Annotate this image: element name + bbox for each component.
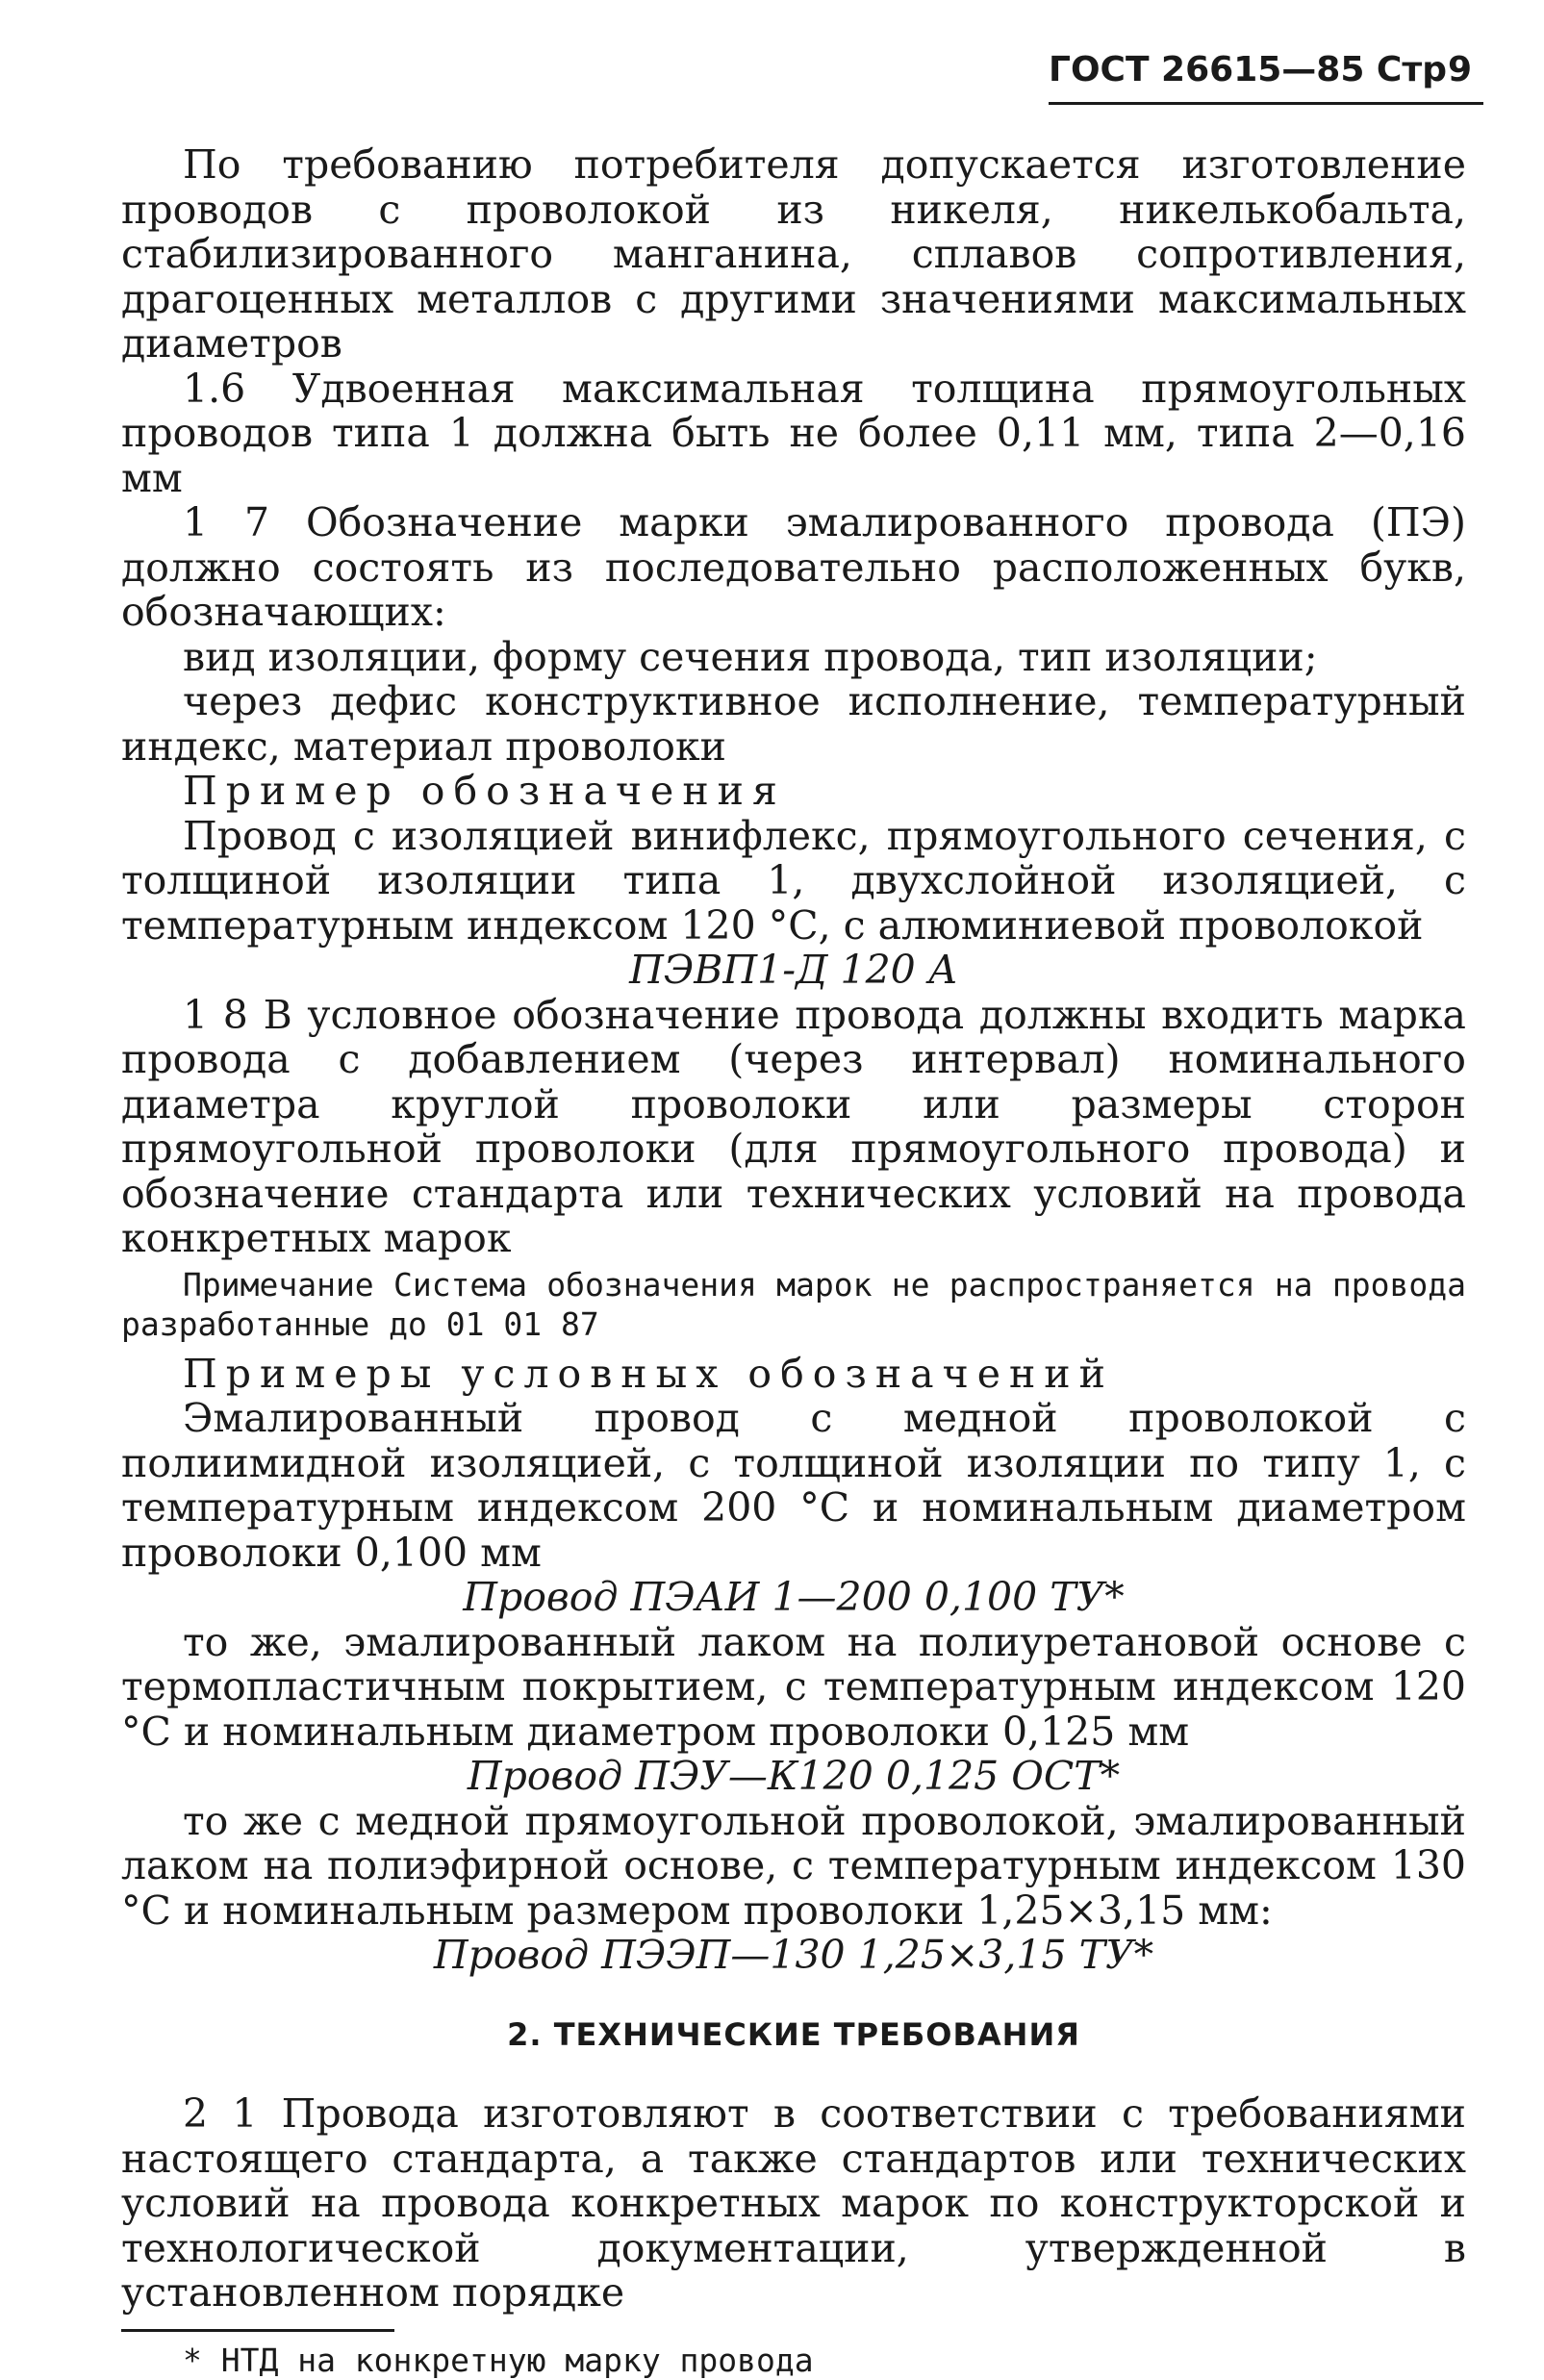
paragraph-1-6: 1.6 Удвоенная максимальная толщина прямоугольных проводов типа 1 должна быть не более 0,11 мм, типа 2—0,16 мм bbox=[121, 365, 1466, 501]
page-number: 9 bbox=[1447, 50, 1472, 89]
footnote-rule bbox=[121, 2329, 394, 2332]
note: Примечание Система обозначения марок не распространяется на провода разработанные до 01 01 87 bbox=[121, 1265, 1466, 1343]
paragraph-1-7-item-2: через дефис конструктивное исполнение, температурный индекс, материал проволоки bbox=[121, 678, 1466, 770]
example-heading: Пример обозначения bbox=[183, 768, 786, 814]
example-3-formula: Провод ПЭЭП—130 1,25×3,15 ТУ* bbox=[433, 1932, 1154, 1978]
paragraph-1-7: 1 7 Обозначение марки эмалированного провода (ПЭ) должно состоять из последовательно расположенных букв, обозначающих: bbox=[121, 499, 1466, 635]
header-rule bbox=[1049, 102, 1483, 105]
paragraph-2-1: 2 1 Провода изготовляют в соответствии с требованиями настоящего стандарта, а также стандартов или технических условий на провода конкретных марок по конструкторской и технологической документации, утвержденной в установленном порядке bbox=[121, 2090, 1466, 2316]
example-2-text: то же, эмалированный лаком на полиуретановой основе с термопластичным покрытием, с температурным индексом 120 °С и номинальным диаметром проволоки 0,125 мм bbox=[121, 1618, 1466, 1755]
paragraph-1-8: 1 8 В условное обозначение провода должны входить марка провода с добавлением (через интервал) номинального диаметра круглой проволоки или размеры сторон прямоугольной проволоки (для прямоугольного провода) и обозначение стандарта или технических условий на провода конкретных марок bbox=[121, 991, 1466, 1261]
example-2-formula: Провод ПЭУ—К120 0,125 ОСТ* bbox=[467, 1753, 1121, 1799]
section-2-title: 2. ТЕХНИЧЕСКИЕ ТРЕБОВАНИЯ bbox=[507, 2015, 1080, 2053]
footnote: * НТД на конкретную марку провода bbox=[183, 2341, 814, 2379]
example-formula: ПЭВП1-Д 120 А bbox=[629, 947, 958, 993]
paragraph-1-7-item-1: вид изоляции, форму сечения провода, тип изоляции; bbox=[183, 633, 1318, 680]
example-1-text: Эмалированный провод с медной проволокой с полиимидной изоляцией, с толщиной изоляции по типу 1, с температурным индексом 200 °С и номинальным диаметром проволоки 0,100 мм bbox=[121, 1395, 1466, 1576]
examples-heading: Примеры условных обозначений bbox=[183, 1350, 1114, 1397]
main-text bbox=[121, 142, 1466, 2380]
page-header bbox=[1049, 50, 1483, 108]
standard-number: ГОСТ 26615—85 Стр bbox=[1049, 50, 1447, 89]
paragraph-consumer-requirement: По требованию потребителя допускается изготовление проводов с проволокой из никеля, никелькобальта, стабилизированного манганина, сплавов сопротивления, драгоценных металлов с другими значениями максимальных диаметров bbox=[121, 141, 1466, 367]
example-text: Провод с изоляцией винифлекс, прямоугольного сечения, с толщиной изоляции типа 1, двухслойной изоляцией, с температурным индексом 120 °С, с алюминиевой проволокой bbox=[121, 812, 1466, 949]
example-3-text: то же с медной прямоугольной проволокой, эмалированный лаком на полиэфирной основе, с температурным индексом 130 °С и номинальным размером проволоки 1,25×3,15 мм: bbox=[121, 1797, 1466, 1934]
example-1-formula: Провод ПЭАИ 1—200 0,100 ТУ* bbox=[463, 1574, 1125, 1620]
